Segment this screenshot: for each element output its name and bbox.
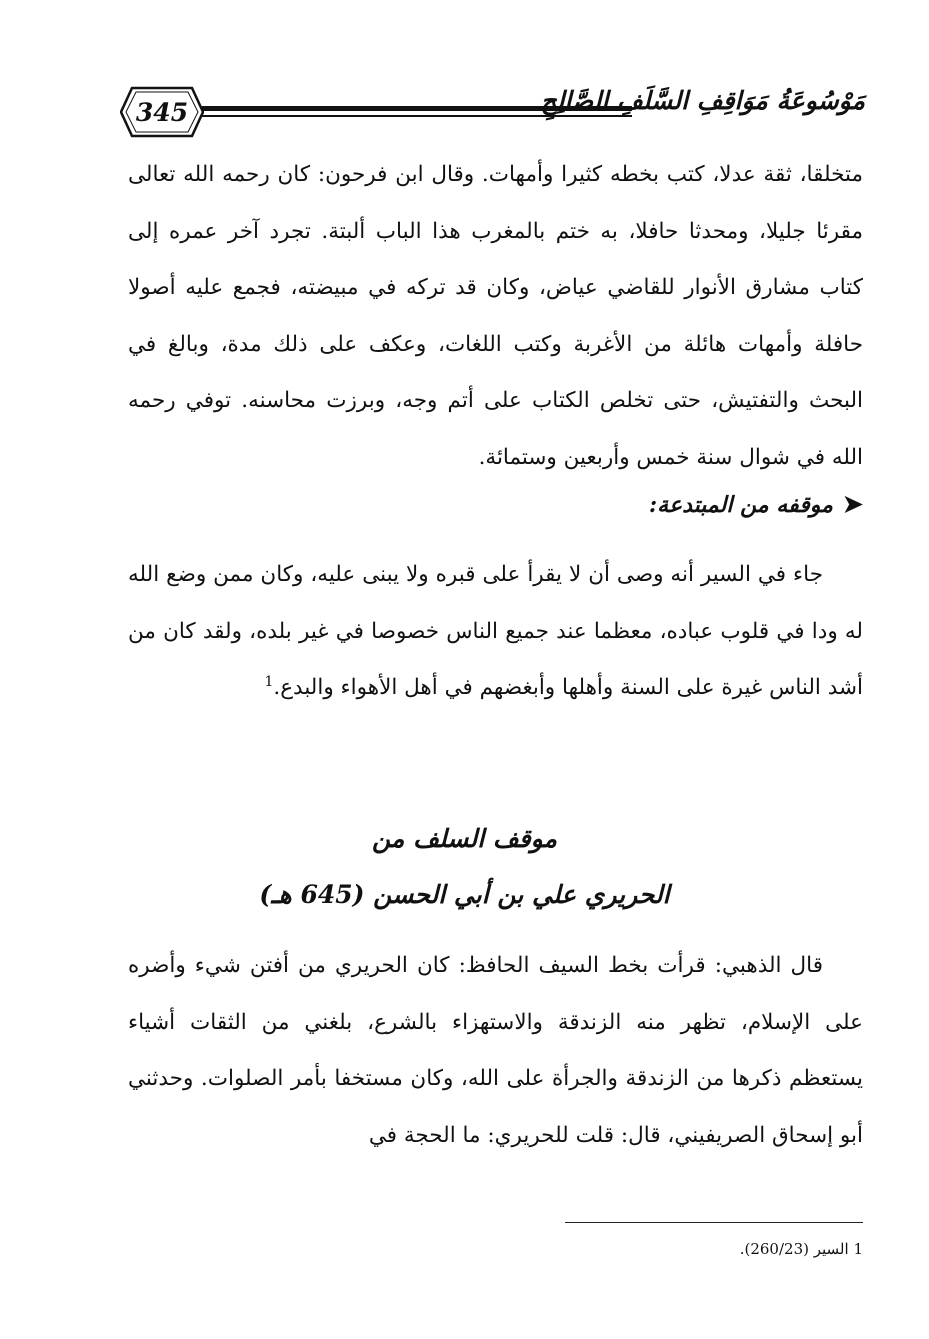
footnote-reference: 1 <box>264 673 274 690</box>
paragraph-biography: متخلقا، ثقة عدلا، كتب بخطه كثيرا وأمهات. وقال ابن فرحون: كان رحمه الله تعالى مقرئا جليلا، ومحدثا حافلا، به ختم بالمغرب هذا الباب ألبتة. تجرد آخر عمره إلى كتاب مشارق الأنوار للقاضي عياض، وكان قد تركه في مبيضته، فجمع عليه أصولا حافلة وأمهات هائلة من الأغربة وكتب اللغات، وعكف على ذلك مدة، وبالغ في البحث والتفتيش، حتى تخلص الكتاب على أتم وجه، وبرزت محاسنه. توفي رحمه الله في شوال سنة خمس وأربعين وستمائة. <box>128 162 863 470</box>
page-header <box>120 84 865 144</box>
bullet-arrow-icon: ➤ <box>842 489 863 518</box>
footnote-number: 1 <box>853 1240 863 1258</box>
section-heading-line-1: موقف السلف من <box>372 824 557 853</box>
subheading-stance-innovators <box>649 489 863 518</box>
subheading-text: موقفه من المبتدعة: <box>649 492 833 518</box>
page-number: 345 <box>135 98 189 127</box>
footnote-divider <box>565 1222 863 1223</box>
paragraph-dhahabi-quote: قال الذهبي: قرأت بخط السيف الحافظ: كان الحريري من أفتن شيء وأضره على الإسلام، تظهر منه الزندقة والاستهزاء بالشرع، بلغني من الثقات أشياء يستعظم ذكرها من الزندقة والجرأة على الله، وكان مستخفا بأمر الصلوات. وحدثني أبو إسحاق الصريفيني، قال: قلت للحريري: ما الحجة في <box>128 953 863 1148</box>
section-heading-line-2: الحريري علي بن أبي الحسن (645 هـ) <box>259 880 670 909</box>
paragraph-stance <box>128 547 863 717</box>
header-rule-thin <box>202 115 632 117</box>
series-title: مَوْسُوعَةُ مَوَاقِفِ السَّلَفِ الصَّالِحِ <box>540 86 865 115</box>
footnote-text: السير (260/23). <box>739 1240 849 1258</box>
footnote <box>740 1240 863 1258</box>
paragraph-stance-text: جاء في السير أنه وصى أن لا يقرأ على قبره ولا يبنى عليه، وكان ممن وضع الله له ودا في قلوب عباده، معظما عند جميع الناس خصوصا في غير بلده، ولقد كان من أشد الناس غيرة على السنة وأهلها وأبغضهم في أهل الأهواء والبدع. <box>128 562 863 700</box>
